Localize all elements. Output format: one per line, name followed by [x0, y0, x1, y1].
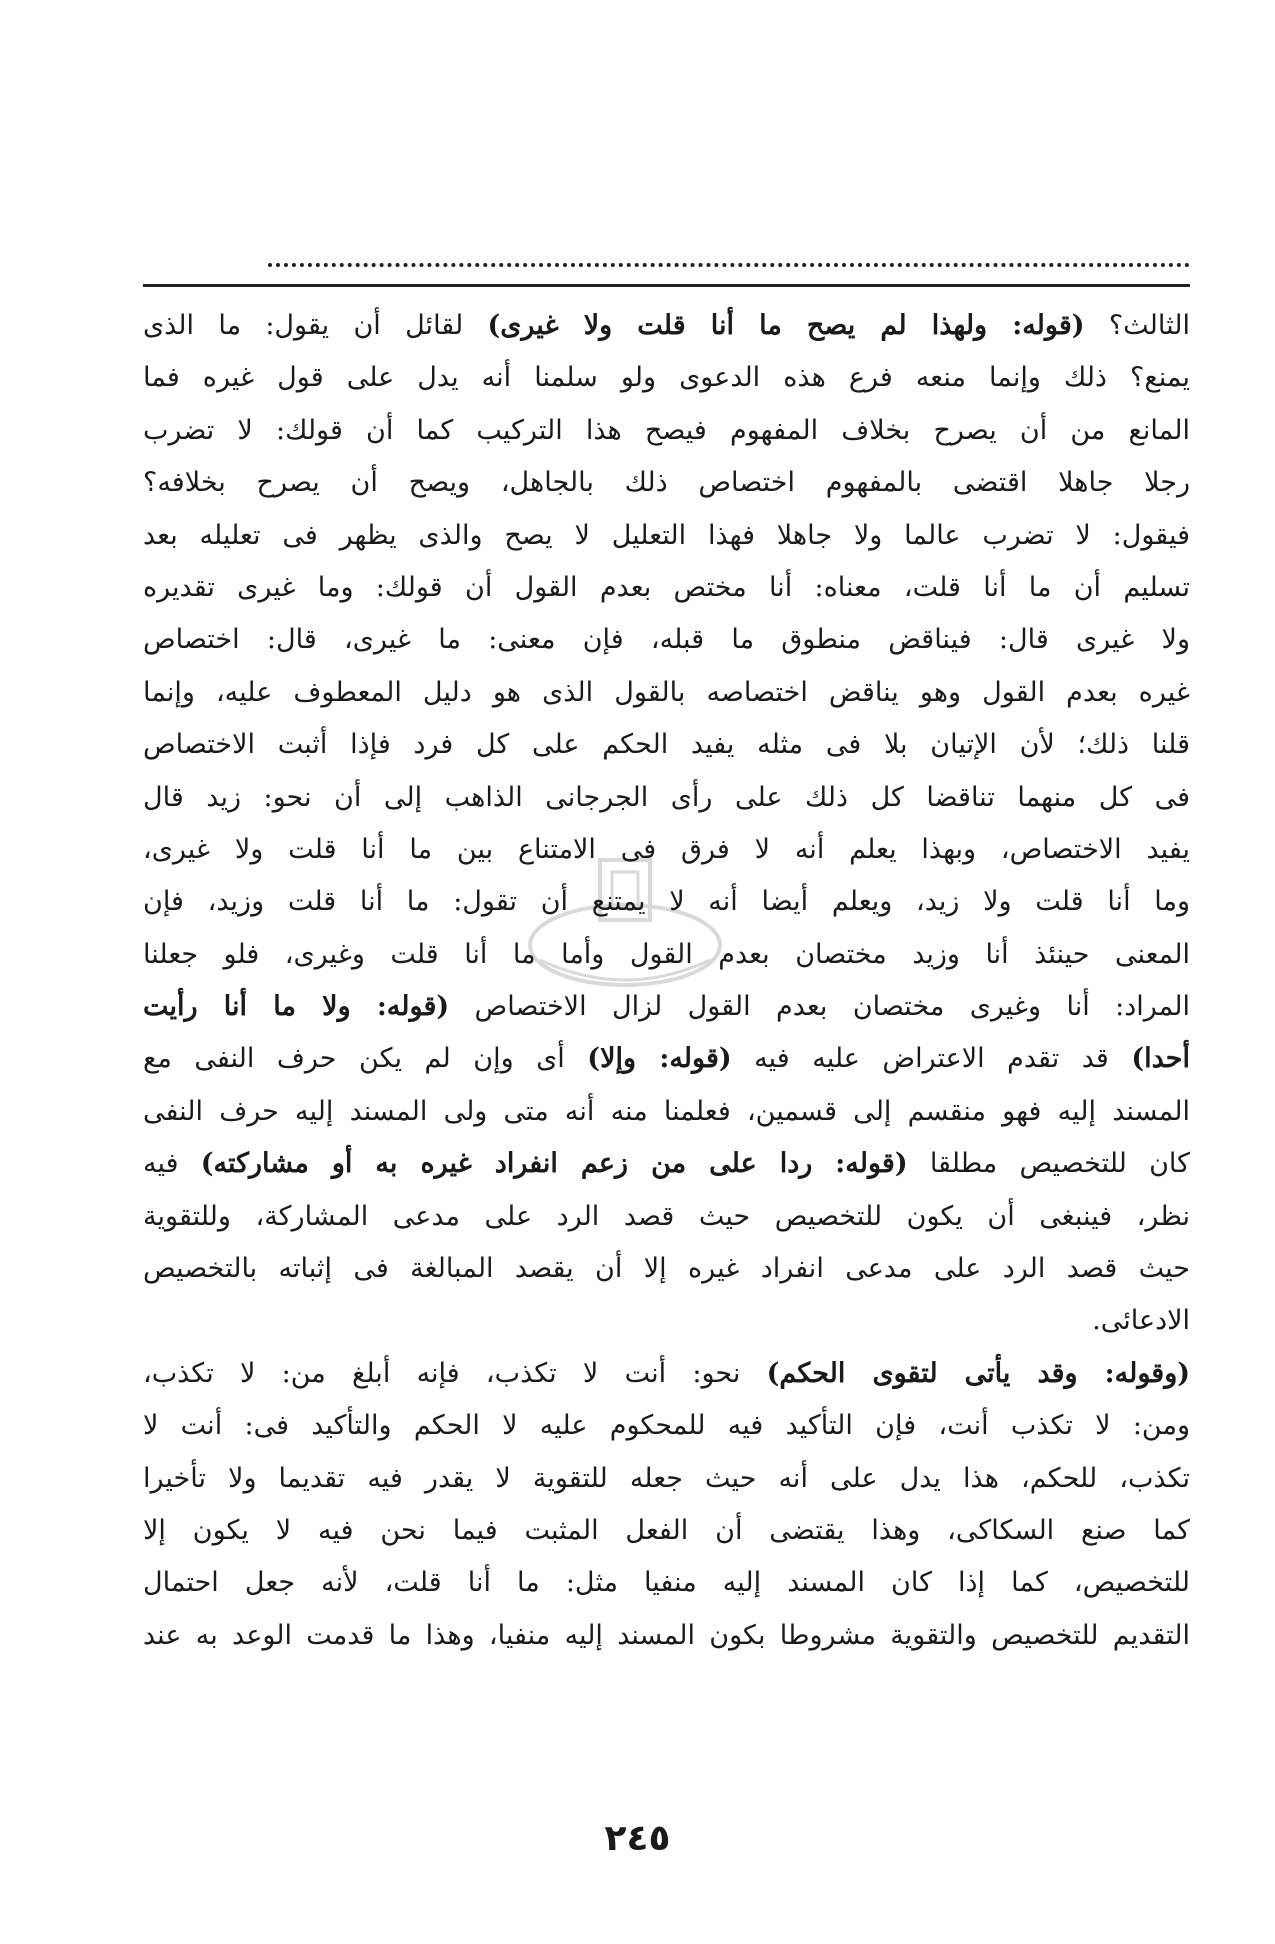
body-text: كان للتخصيص مطلقا — [907, 1148, 1190, 1180]
text-line — [143, 1610, 1190, 1662]
text-line — [143, 1138, 1190, 1190]
body-text: المسند إليه فهو منقسم إلى قسمين، فعلمنا منه أنه متى ولى المسند إليه حرف النفى — [143, 1095, 1190, 1127]
body-text: لقائل أن يقول: ما الذى — [143, 310, 488, 341]
body-text: نظر، فينبغى أن يكون للتخصيص حيث قصد الرد على مدعى المشاركة، وللتقوية — [143, 1200, 1190, 1232]
body-text: أى وإن لم يكن حرف النفى مع — [143, 1043, 588, 1075]
body-text: الثالث؟ — [1084, 310, 1190, 341]
body-text: غيره بعدم القول وهو يناقض اختصاصه بالقول الذى هو دليل المعطوف عليه، وإنما — [143, 676, 1190, 708]
body-text: وما أنا قلت ولا زيد، ويعلم أيضا أنه لا يمتنع أن تقول: ما أنا قلت وزيد، فإن — [143, 886, 1190, 918]
text-line — [143, 772, 1190, 824]
page-number: ٢٤٥ — [604, 1818, 671, 1859]
text-line — [143, 719, 1190, 771]
quoted-heading-text: (قوله: وإلا) — [587, 1043, 732, 1075]
quoted-heading-text: (قوله: ولهذا لم يصح ما أنا قلت ولا غيرى) — [487, 310, 1085, 341]
header-dotted-rule — [268, 263, 1190, 267]
quoted-heading-text: (قوله: ردا على من زعم انفراد غيره به أو مشاركته) — [200, 1148, 908, 1180]
text-line — [143, 457, 1190, 509]
text-line — [143, 1033, 1190, 1085]
body-text: فى كل منهما تناقضا كل ذلك على رأى الجرجانى الذاهب إلى أن نحو: زيد قال — [143, 781, 1190, 813]
quoted-heading-text: (قوله: ولا ما أنا رأيت — [143, 991, 450, 1023]
text-line — [143, 981, 1190, 1033]
body-text: المراد: أنا وغيرى مختصان بعدم القول لزال الاختصاص — [449, 991, 1190, 1023]
text-line — [143, 1453, 1190, 1505]
body-text: حيث قصد الرد على مدعى انفراد غيره إلا أن يقصد المبالغة فى إثباته بالتخصيص — [143, 1253, 1190, 1285]
body-text: للتخصيص، كما إذا كان المسند إليه منفيا مثل: ما أنا قلت، لأنه جعل احتمال — [143, 1567, 1190, 1599]
text-line — [143, 1243, 1190, 1295]
body-text: المعنى حينئذ أنا وزيد مختصان بعدم القول وأما ما أنا قلت وغيرى، فلو جعلنا — [143, 938, 1190, 970]
body-text: تسليم أن ما أنا قلت، معناه: أنا مختص بعدم القول أن قولك: وما غيرى تقديره — [143, 571, 1190, 603]
quoted-heading-text: أحدا) — [1131, 1043, 1190, 1075]
text-line — [143, 300, 1190, 352]
text-line — [143, 562, 1190, 614]
body-text: رجلا جاهلا اقتضى بالمفهوم اختصاص ذلك بالجاهل، ويصح أن يصرح بخلافه؟ — [143, 467, 1190, 499]
text-line — [143, 667, 1190, 719]
body-text: نحو: أنت لا تكذب، فإنه أبلغ من: لا تكذب، — [143, 1357, 767, 1389]
header-solid-rule — [143, 284, 1190, 287]
text-line — [143, 352, 1190, 404]
main-text — [143, 300, 1190, 1662]
text-line — [143, 1295, 1190, 1347]
body-text: يمنع؟ ذلك وإنما منعه فرع هذه الدعوى ولو سلمنا أنه يدل على قول غيره فما — [143, 362, 1190, 394]
body-text: فيقول: لا تضرب عالما ولا جاهلا فهذا التعليل لا يصح والذى يظهر فى تعليله بعد — [143, 519, 1190, 551]
text-line — [143, 1505, 1190, 1557]
text-line — [143, 824, 1190, 876]
text-line — [143, 1400, 1190, 1452]
body-text: ولا غيرى قال: فيناقض منطوق ما قبله، فإن معنى: ما غيرى، قال: اختصاص — [143, 624, 1190, 656]
body-text: تكذب، للحكم، هذا يدل على أنه حيث جعله للتقوية لا يقدر فيه تقديما ولا تأخيرا — [143, 1462, 1190, 1494]
text-line — [143, 929, 1190, 981]
quoted-heading-text: (وقوله: وقد يأتى لتقوى الحكم) — [766, 1357, 1190, 1389]
text-line — [143, 1191, 1190, 1243]
body-text: فيه — [143, 1148, 201, 1180]
body-text: كما صنع السكاكى، وهذا يقتضى أن الفعل المثبت فيما نحن فيه لا يكون إلا — [143, 1514, 1190, 1546]
text-line — [143, 1086, 1190, 1138]
text-line — [143, 405, 1190, 457]
body-text: التقديم للتخصيص والتقوية مشروطا بكون المسند إليه منفيا، وهذا ما قدمت الوعد به عند — [143, 1619, 1190, 1651]
body-text: الادعائى. — [1092, 1305, 1190, 1337]
body-text: المانع من أن يصرح بخلاف المفهوم فيصح هذا التركيب كما أن قولك: لا تضرب — [143, 414, 1190, 446]
body-text: يفيد الاختصاص، وبهذا يعلم أنه لا فرق فى الامتناع بين ما أنا قلت ولا غيرى، — [143, 833, 1190, 865]
body-text: ومن: لا تكذب أنت، فإن التأكيد فيه للمحكوم عليه لا الحكم والتأكيد فى: أنت لا — [143, 1410, 1190, 1442]
text-line — [143, 614, 1190, 666]
body-text: قد تقدم الاعتراض عليه فيه — [731, 1043, 1132, 1075]
text-line — [143, 1557, 1190, 1609]
text-line — [143, 510, 1190, 562]
body-text: قلنا ذلك؛ لأن الإتيان بلا فى مثله يفيد الحكم على كل فرد فإذا أثبت الاختصاص — [143, 729, 1190, 761]
text-line — [143, 1348, 1190, 1400]
text-line — [143, 876, 1190, 928]
